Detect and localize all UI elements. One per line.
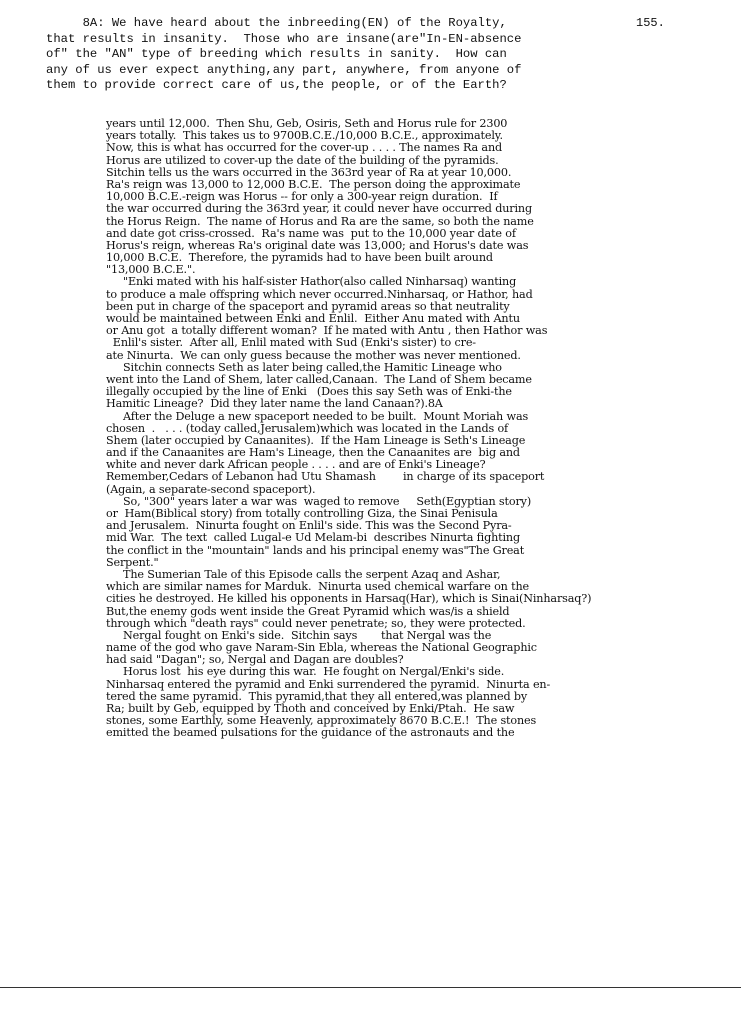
body-line: which are similar names for Marduk. Ninurta used chemical warfare on the: [106, 580, 529, 594]
body-line: the Horus Reign. The name of Horus and Ra are the same, so both the name: [106, 214, 534, 228]
body-line: chosen . . . . (today called,Jerusalem)which was located in the Lands of: [106, 421, 509, 435]
body-line: The Sumerian Tale of this Episode calls the serpent Azaq and Ashar,: [106, 567, 501, 581]
body-line: would be maintained between Enki and Enlil. Either Anu mated with Antu: [106, 312, 520, 325]
body-line: Ra's reign was 13,000 to 12,000 B.C.E. The person doing the approximate: [106, 177, 521, 191]
page-number: 155.: [636, 16, 665, 30]
body-line: Horus lost his eye during this war. He fought on Nergal/Enki's side.: [106, 665, 505, 679]
body-line: Horus's reign, whereas Ra's original date was 13,000; and Horus's date was: [106, 238, 529, 252]
body-text: [106, 118, 741, 740]
body-line: 10,000 B.C.E.-reign was Horus -- for only a 300-year reign duration. If: [106, 190, 498, 204]
body-line: and Jerusalem. Ninurta fought on Enlil's side. This was the Second Pyra-: [106, 519, 512, 533]
body-line: mid War. The text called Lugal-e Ud Melam-bi describes Ninurta fighting: [106, 531, 520, 545]
body-line: went into the Land of Shem, later called,Canaan. The Land of Shem became: [106, 372, 532, 386]
body-line: to produce a male offspring which never occurred.Ninharsaq, or Hathor, had: [106, 287, 533, 301]
body-line: through which "death rays" could never penetrate; so, they were protected.: [106, 616, 526, 630]
header-line: any of us ever expect anything,any part, anywhere, from anyone of: [46, 62, 522, 77]
header-line: them to provide correct care of us,the people, or of the Earth?: [46, 78, 507, 92]
body-line: and date got criss-crossed. Ra's name was put to the 10,000 year date of: [106, 226, 516, 240]
body-line: the war occurred during the 363rd year, it could never have occurred during: [106, 202, 532, 216]
body-line: Enlil's sister. After all, Enlil mated with Sud (Enki's sister) to cre-: [106, 336, 476, 350]
body-line: cities he destroyed. He killed his opponents in Harsaq(Har), which is Sinai(Ninharsaq?): [106, 592, 592, 606]
body-line: So, "300" years later a war was waged to remove Seth(Egyptian story): [106, 494, 532, 508]
body-line: had said "Dagan"; so, Nergal and Dagan are doubles?: [106, 653, 404, 667]
body-line: Remember,Cedars of Lebanon had Utu Shamash in charge of its spaceport: [106, 470, 545, 484]
body-line: Nergal fought on Enki's side. Sitchin says that Nergal was the: [106, 628, 492, 642]
body-line: Ninharsaq entered the pyramid and Enki surrendered the pyramid. Ninurta en-: [106, 677, 551, 691]
body-line: the conflict in the "mountain" lands and his principal enemy was"The Great: [106, 543, 525, 557]
body-line: Shem (later occupied by Canaanites). If the Ham Lineage is Seth's Lineage: [106, 433, 526, 447]
body-line: or Anu got a totally different woman? If he mated with Antu , then Hathor was: [106, 324, 548, 338]
body-line: After the Deluge a new spaceport needed to be built. Mount Moriah was: [106, 409, 529, 423]
body-line: ate Ninurta. We can only guess because the mother was never mentioned.: [106, 348, 521, 362]
body-line: "13,000 B.C.E.".: [106, 263, 196, 277]
body-line: Ra; built by Geb, equipped by Thoth and conceived by Enki/Ptah. He saw: [106, 702, 515, 715]
body-line: (Again, a separate-second spaceport).: [106, 482, 316, 496]
body-line: stones, some Earthly, some Heavenly, approximately 8670 B.C.E.! The stones: [106, 714, 537, 728]
body-line: name of the god who gave Naram-Sin Ebla, whereas the National Geographic: [106, 641, 537, 655]
header-line: that results in insanity. Those who are insane(are"In-EN-absence: [46, 31, 522, 46]
body-line: illegally occupied by the line of Enki (Does this say Seth was of Enki-the: [106, 385, 512, 399]
header-line: 8A: We have heard about the inbreeding(EN) of the Royalty,: [46, 16, 507, 30]
body-line: been put in charge of the spaceport and pyramid areas so that neutrality: [106, 299, 510, 313]
body-line: or Ham(Biblical story) from totally controlling Giza, the Sinai Penisula: [106, 507, 498, 520]
header-line: of" the "AN" type of breeding which results in sanity. How can: [46, 47, 507, 61]
body-line: emitted the beamed pulsations for the guidance of the astronauts and the: [106, 726, 515, 740]
body-line: years until 12,000. Then Shu, Geb, Osiris, Seth and Horus rule for 2300: [106, 117, 508, 130]
body-line: years totally. This takes us to 9700B.C.E./10,000 B.C.E., approximately.: [106, 129, 503, 143]
body-line: But,the enemy gods went inside the Great Pyramid which was/is a shield: [106, 604, 510, 618]
body-line: Hamitic Lineage? Did they later name the land Canaan?).8A: [106, 397, 443, 411]
bottom-rule: [0, 987, 741, 988]
body-line: Serpent.": [106, 555, 159, 569]
body-line: Now, this is what has occurred for the cover-up . . . . The names Ra and: [106, 141, 503, 155]
body-line: white and never dark African people . . . . and are of Enki's Lineage?: [106, 458, 486, 472]
body-line: tered the same pyramid. This pyramid,that they all entered,was planned by: [106, 689, 528, 703]
body-line: "Enki mated with his half-sister Hathor(also called Ninharsaq) wanting: [106, 275, 517, 289]
body-line: Horus are utilized to cover-up the date of the building of the pyramids.: [106, 153, 499, 167]
header-note: [46, 16, 686, 94]
body-line: Sitchin tells us the wars occurred in the 363rd year of Ra at year 10,000.: [106, 165, 512, 179]
body-line: 10,000 B.C.E. Therefore, the pyramids had to have been built around: [106, 251, 493, 265]
body-line: and if the Canaanites are Ham's Lineage, then the Canaanites are big and: [106, 446, 520, 460]
body-line: Sitchin connects Seth as later being called,the Hamitic Lineage who: [106, 360, 502, 374]
